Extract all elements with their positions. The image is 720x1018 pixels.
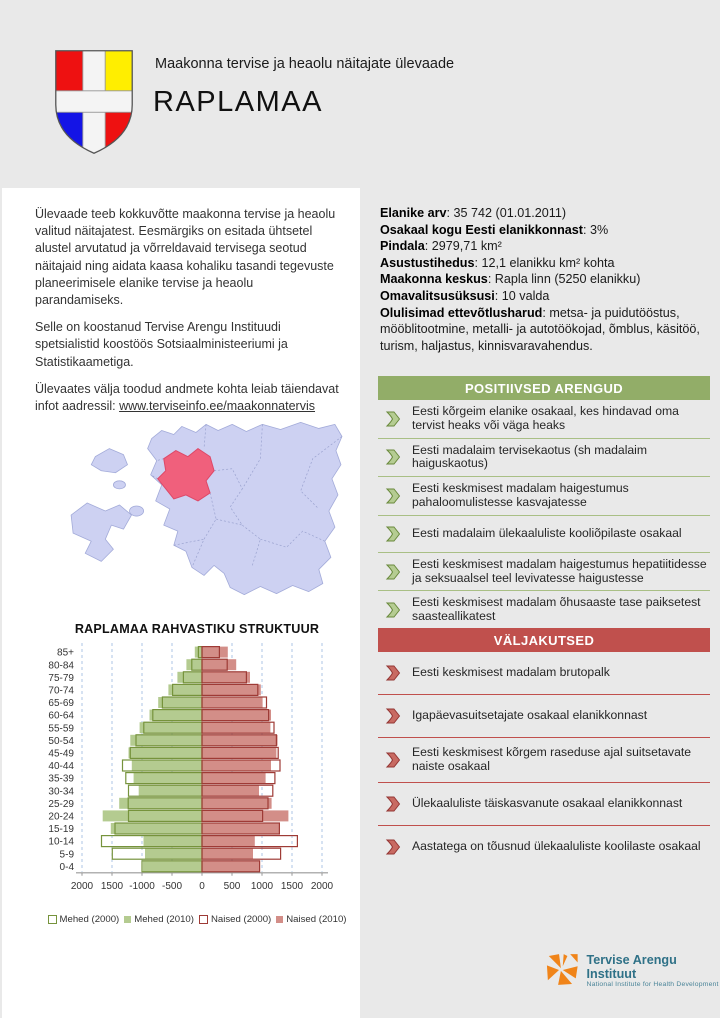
chart-legend — [32, 914, 362, 925]
rapla-coat-of-arms — [52, 47, 136, 157]
svg-text:35-39: 35-39 — [48, 773, 74, 785]
positive-item-text: Eesti madalaim tervisekaotus (sh madalaim haiguskaotus) — [412, 442, 648, 471]
hiiumaa-island — [91, 449, 127, 473]
legend-label: Mehed (2010) — [134, 914, 194, 925]
fact-label: Asustustihedus — [380, 255, 475, 270]
intro-paragraph-1: Ülevaade teeb kokkuvõtte maakonna tervise ja heaolu valitud näitajatest. Eesmärgiks on esitada ühtsetel alustel arvutatud ja võrreldavaid tervisega seotud näitajaid ning aidata kaasa kohaliku tasandi tegevuste planeerimisele elanike tervise ja heaolu parandamiseks. — [35, 207, 336, 308]
svg-text:80-84: 80-84 — [48, 660, 74, 672]
svg-text:30-34: 30-34 — [48, 786, 74, 798]
intro-paragraph-3-text: Ülevaates välja toodud andmete kohta leiab täiendavat infot aadressil: — [35, 381, 339, 414]
svg-text:0: 0 — [199, 880, 205, 892]
challenges-header: VÄLJAKUTSED — [378, 628, 710, 652]
fact-label: Omavalitsusüksusi — [380, 288, 495, 303]
positive-item-text: Eesti keskmisest madalam haigestumus pahaloomulistesse kasvajatesse — [412, 481, 629, 509]
svg-text:-500: -500 — [161, 880, 183, 892]
fact-label: Elanike arv — [380, 206, 447, 220]
positive-item — [378, 516, 710, 553]
arrow-bullet-icon — [385, 708, 401, 724]
legend-label: Naised (2010) — [286, 914, 347, 925]
fact-label: Pindala — [380, 239, 425, 254]
challenge-item — [378, 738, 710, 783]
document-subtitle: Maakonna tervise ja heaolu näitajate ülevaade — [155, 56, 455, 72]
svg-text:-1000: -1000 — [129, 880, 155, 892]
fact-value: : 2979,71 km² — [424, 239, 502, 254]
tai-pinwheel-icon — [546, 952, 580, 988]
legend-naised-2000 — [199, 914, 271, 925]
legend-mehed-2010 — [124, 914, 194, 925]
chart-title: RAPLAMAA RAHVASTIKU STRUKTUUR — [74, 622, 320, 636]
svg-text:75-79: 75-79 — [48, 672, 74, 684]
page-title: RAPLAMAA — [153, 86, 323, 118]
legend-label: Naised (2000) — [210, 914, 272, 925]
tai-logo-subtitle: National Institute for Health Development — [586, 980, 719, 988]
challenge-item-text: Eesti keskmisest kõrgem raseduse ajal suitsetavate naiste osakaal — [412, 745, 692, 773]
svg-text:2000: 2000 — [310, 880, 334, 892]
svg-text:20-24: 20-24 — [48, 811, 74, 823]
svg-text:85+: 85+ — [57, 647, 74, 659]
tai-logo-text — [587, 953, 720, 988]
positive-item — [378, 400, 710, 439]
terviseinfo-link[interactable]: www.terviseinfo.ee/maakonnatervis — [119, 399, 316, 414]
fact-value: : 35 742 (01.01.2011) — [446, 206, 567, 220]
legend-swatch-mehed-2010 — [124, 916, 131, 923]
arrow-bullet-icon — [385, 564, 401, 580]
legend-swatch-naised-2010 — [276, 916, 283, 923]
svg-text:5-9: 5-9 — [59, 849, 74, 861]
challenge-item — [378, 826, 710, 868]
legend-swatch-naised-2000 — [199, 915, 208, 924]
positives-section — [378, 376, 710, 630]
legend-label: Mehed (2000) — [59, 914, 120, 925]
fact-row — [380, 271, 712, 288]
population-pyramid-chart — [32, 622, 362, 925]
legend-mehed-2000 — [48, 914, 120, 925]
svg-text:1000: 1000 — [250, 880, 274, 892]
svg-text:15-19: 15-19 — [48, 824, 74, 836]
fact-row — [380, 305, 712, 355]
svg-text:55-59: 55-59 — [48, 723, 74, 735]
svg-text:70-74: 70-74 — [48, 685, 74, 697]
challenge-item-text: Eesti keskmisest madalam brutopalk — [412, 665, 610, 680]
fact-value: : 10 valda — [494, 288, 550, 303]
challenge-item-text: Igapäevasuitsetajate osakaal elanikkonnast — [412, 708, 648, 723]
arrow-bullet-icon — [385, 449, 401, 465]
svg-text:50-54: 50-54 — [48, 735, 74, 747]
fact-value: : Rapla linn (5250 elanikku) — [487, 272, 641, 287]
fact-value: : 3% — [582, 222, 609, 237]
svg-text:65-69: 65-69 — [48, 698, 74, 710]
fact-label: Osakaal kogu Eesti elanikkonnast — [380, 222, 583, 237]
fact-label: Olulisimad ettevõtlusharud — [380, 305, 543, 320]
arrow-bullet-icon — [385, 411, 401, 427]
svg-text:45-49: 45-49 — [48, 748, 74, 760]
estonia-mainland — [148, 422, 342, 594]
challenge-item — [378, 652, 710, 695]
svg-text:0-4: 0-4 — [59, 861, 74, 873]
arrow-bullet-icon — [385, 526, 401, 542]
fact-row — [380, 288, 712, 305]
arrow-bullet-icon — [385, 665, 401, 681]
vormsi-island — [113, 481, 125, 489]
legend-naised-2010 — [276, 914, 346, 925]
estonia-map-svg — [55, 398, 347, 620]
positive-item — [378, 439, 710, 478]
arrow-bullet-icon — [385, 839, 401, 855]
challenge-item — [378, 783, 710, 826]
arrow-bullet-icon — [385, 752, 401, 768]
population-pyramid-svg — [32, 640, 362, 902]
intro-paragraph-2: Selle on koostanud Tervise Arengu Instituudi spetsialistid koostöös Sotsiaalministeeriumi ja Statistikaametiga. — [35, 320, 288, 369]
tai-logo-name: Tervise Arengu Instituut — [586, 952, 677, 981]
estonia-map — [55, 398, 347, 620]
challenge-item-text: Aastatega on tõusnud ülekaaluliste koolilaste osakaal — [412, 838, 701, 853]
fact-value: : metsa- ja puidutööstus, mööblitootmine, metalli- ja autotöökojad, õmblus, käsitöö, turism, haljastus, kinnisvaravahendus. — [380, 305, 700, 353]
saaremaa-island — [71, 503, 131, 561]
svg-text:10-14: 10-14 — [48, 836, 74, 848]
arrow-bullet-icon — [385, 488, 401, 504]
svg-text:25-29: 25-29 — [48, 798, 74, 810]
svg-text:2000: 2000 — [70, 880, 94, 892]
positives-header: POSITIIVSED ARENGUD — [378, 376, 710, 400]
positive-item-text: Eesti kõrgeim elanike osakaal, kes hindavad oma tervist heaks või väga heaks — [412, 404, 679, 432]
legend-swatch-mehed-2000 — [48, 915, 57, 924]
positive-item-text: Eesti keskmisest madalam haigestumus hepatiitidesse ja seksuaalsel teel levivatesse haigustesse — [412, 556, 707, 585]
positive-item — [378, 477, 710, 516]
positive-item — [378, 553, 710, 592]
positive-item — [378, 591, 710, 630]
arrow-bullet-icon — [385, 602, 401, 618]
challenge-item-text: Ülekaaluliste täiskasvanute osakaal elanikkonnast — [412, 795, 683, 810]
fact-value: : 12,1 elanikku km² kohta — [474, 255, 615, 270]
svg-text:40-44: 40-44 — [48, 761, 74, 773]
county-facts — [380, 205, 712, 354]
fact-row — [380, 222, 712, 239]
arrow-bullet-icon — [385, 796, 401, 812]
svg-text:500: 500 — [223, 880, 241, 892]
fact-row — [380, 238, 712, 255]
fact-label: Maakonna keskus — [380, 272, 488, 287]
svg-text:1500: 1500 — [100, 880, 124, 892]
challenge-item — [378, 695, 710, 738]
intro-text — [35, 206, 340, 425]
svg-text:1500: 1500 — [280, 880, 304, 892]
muhu-island — [130, 506, 144, 516]
positive-item-text: Eesti madalaim ülekaaluliste kooliõpilaste osakaal — [412, 525, 682, 540]
fact-row — [380, 205, 712, 222]
fact-row — [380, 255, 712, 272]
positive-item-text: Eesti keskmisest madalam õhusaaste tase paiksetest saasteallikatest — [412, 595, 701, 624]
challenges-section — [378, 628, 710, 868]
tai-logo — [546, 952, 720, 988]
svg-text:60-64: 60-64 — [48, 710, 74, 722]
